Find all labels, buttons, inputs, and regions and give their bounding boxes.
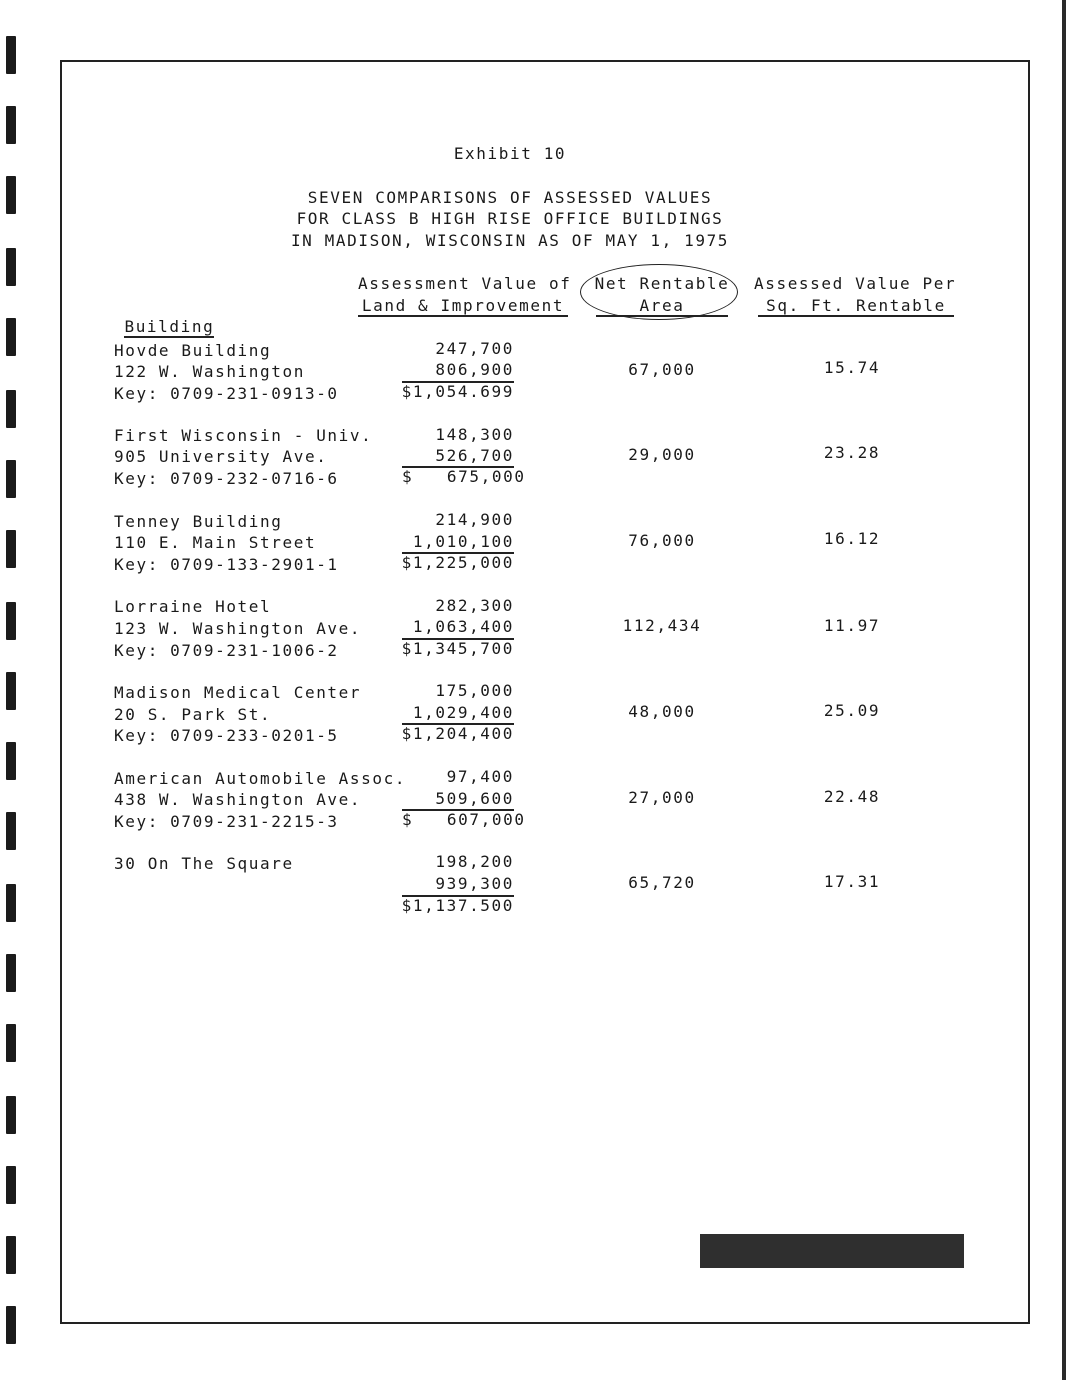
improvement-value: 1,010,100 — [412, 532, 514, 551]
land-value: 148,300 — [435, 425, 514, 444]
header-assessment-line-2: Land & Improvement — [358, 296, 568, 317]
improvement-value: 939,300 — [435, 874, 514, 893]
building-key: Key: 0709-231-1006-2 — [114, 641, 339, 660]
building-name: Tenney Building — [114, 512, 283, 531]
building-key: Key: 0709-232-0716-6 — [114, 469, 339, 488]
binding-hole — [6, 248, 16, 286]
improvement-value: 509,600 — [435, 789, 514, 808]
total-value: $1,225,000 — [401, 553, 514, 572]
title-line-1: SEVEN COMPARISONS OF ASSESSED VALUES — [307, 188, 713, 207]
improvement-value: 1,029,400 — [412, 703, 514, 722]
building-name: Hovde Building — [114, 341, 272, 360]
value-per-sqft: 17.31 — [823, 872, 881, 891]
net-rentable-area: 67,000 — [628, 360, 696, 379]
page-edge — [1062, 0, 1066, 1380]
title-line-3: IN MADISON, WISCONSIN AS OF MAY 1, 1975 — [290, 231, 730, 250]
building-key: Key: 0709-233-0201-5 — [114, 726, 339, 745]
header-per-line-2: Sq. Ft. Rentable — [758, 296, 954, 317]
binding-hole — [6, 1236, 16, 1274]
binding-hole — [6, 602, 16, 640]
binding-hole — [6, 36, 16, 74]
value-per-sqft: 16.12 — [823, 529, 881, 548]
header-per-line-1: Assessed Value Per — [754, 274, 957, 293]
binding-hole — [6, 812, 16, 850]
handwritten-circle — [580, 264, 738, 320]
value-per-sqft: 25.09 — [823, 701, 881, 720]
value-per-sqft: 15.74 — [823, 358, 881, 377]
total-value: $1,054.699 — [401, 382, 514, 401]
header-assessment-line-1: Assessment Value of — [358, 274, 572, 293]
publisher-stamp — [700, 1234, 964, 1268]
header-net-line-2: Area — [596, 296, 728, 317]
header-net-line-1: Net Rentable — [594, 274, 730, 293]
building-name: American Automobile Assoc. — [114, 769, 407, 788]
building-address: 110 E. Main Street — [114, 533, 317, 552]
building-address: 122 W. Washington — [114, 362, 305, 381]
binding-hole — [6, 106, 16, 144]
binding-hole — [6, 460, 16, 498]
land-value: 97,400 — [446, 767, 514, 786]
value-per-sqft: 11.97 — [823, 616, 881, 635]
net-rentable-area: 29,000 — [628, 445, 696, 464]
net-rentable-area: 48,000 — [628, 702, 696, 721]
building-key: Key: 0709-231-2215-3 — [114, 812, 339, 831]
building-key: Key: 0709-231-0913-0 — [114, 384, 339, 403]
binding-hole — [6, 318, 16, 356]
land-value: 175,000 — [435, 681, 514, 700]
building-name: Madison Medical Center — [114, 683, 362, 702]
building-address: 905 University Ave. — [114, 447, 328, 466]
exhibit-label: Exhibit 10 — [453, 144, 567, 163]
building-name: 30 On The Square — [114, 854, 294, 873]
improvement-value: 1,063,400 — [412, 617, 514, 636]
building-address: 123 W. Washington Ave. — [114, 619, 362, 638]
binding-hole — [6, 672, 16, 710]
binding-hole — [6, 530, 16, 568]
binding-hole — [6, 1024, 16, 1062]
binding-hole — [6, 1096, 16, 1134]
binding-hole — [6, 954, 16, 992]
net-rentable-area: 112,434 — [622, 616, 702, 635]
total-value: $ 675,000 — [402, 467, 526, 486]
net-rentable-area: 76,000 — [628, 531, 696, 550]
header-building-label: Building — [124, 317, 215, 336]
total-value: $ 607,000 — [402, 810, 526, 829]
improvement-value: 526,700 — [435, 446, 514, 465]
building-address: 20 S. Park St. — [114, 705, 272, 724]
land-value: 282,300 — [435, 596, 514, 615]
land-value: 198,200 — [435, 852, 514, 871]
building-key: Key: 0709-133-2901-1 — [114, 555, 339, 574]
building-name: Lorraine Hotel — [114, 597, 272, 616]
building-address: 438 W. Washington Ave. — [114, 790, 362, 809]
binding-hole — [6, 390, 16, 428]
land-value: 247,700 — [435, 339, 514, 358]
building-name: First Wisconsin - Univ. — [114, 426, 373, 445]
value-per-sqft: 22.48 — [823, 787, 881, 806]
total-value: $1,137.500 — [401, 896, 514, 915]
title-line-2: FOR CLASS B HIGH RISE OFFICE BUILDINGS — [296, 209, 724, 228]
binding-hole — [6, 1306, 16, 1344]
header-building — [102, 298, 214, 336]
total-value: $1,345,700 — [401, 639, 514, 658]
net-rentable-area: 65,720 — [628, 873, 696, 892]
improvement-value: 806,900 — [435, 360, 514, 379]
binding-hole — [6, 884, 16, 922]
land-value: 214,900 — [435, 510, 514, 529]
value-per-sqft: 23.28 — [823, 443, 881, 462]
binding-hole — [6, 1166, 16, 1204]
total-value: $1,204,400 — [401, 724, 514, 743]
binding-hole — [6, 176, 16, 214]
net-rentable-area: 27,000 — [628, 788, 696, 807]
binding-hole — [6, 742, 16, 780]
